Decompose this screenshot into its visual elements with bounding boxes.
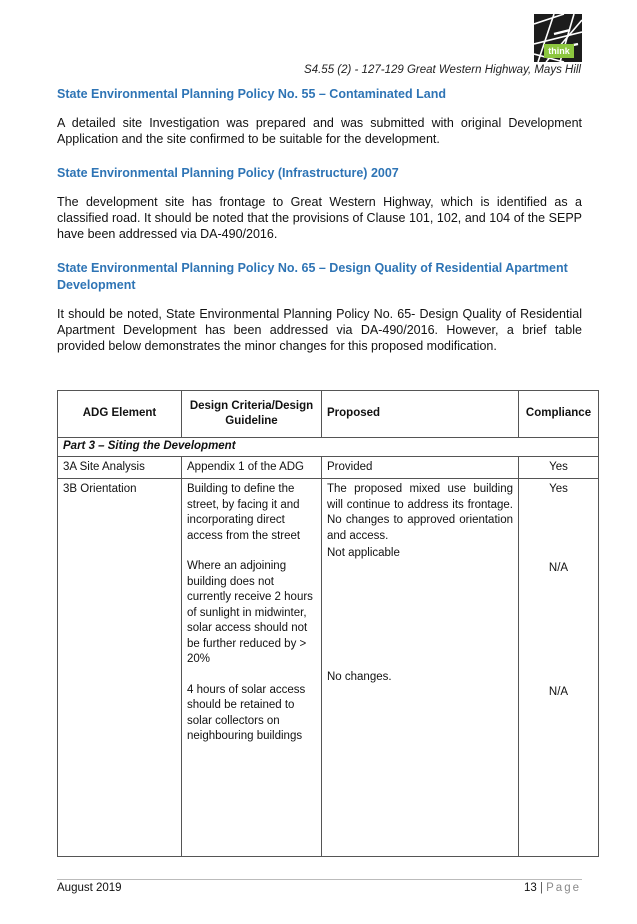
section-body-sepp65: It should be noted, State Environmental Planning Policy No. 65- Design Quality of Residential Apartment Development has been addressed via DA-490/2016. However, a brief table provided below demonstrates the minor changes for this proposed modification. (57, 307, 582, 353)
think-planners-logo (534, 14, 582, 62)
footer-date: August 2019 (57, 882, 122, 894)
table-header-row (58, 391, 599, 438)
proposed-item: The proposed mixed use building will continue to address its frontage. No changes to approved orientation and access. (327, 483, 513, 542)
svg-text:think: think (548, 46, 570, 56)
footer-page (524, 882, 581, 894)
document-reference: S4.55 (2) - 127-129 Great Western Highway, Mays Hill (304, 64, 581, 76)
row-element: 3A Site Analysis (58, 456, 182, 479)
proposed-item: No changes. (327, 671, 392, 683)
row-criteria: Appendix 1 of the ADG (182, 456, 322, 479)
section-label: Part 3 – Siting the Development (58, 438, 599, 457)
criteria-item: 4 hours of solar access should be retained to solar collectors on neighbouring buildings (187, 683, 306, 742)
adg-compliance-table (57, 390, 599, 857)
table-row (58, 456, 599, 479)
row-proposed-cell (322, 479, 519, 857)
criteria-item: Building to define the street, by facing it and incorporating direct access from the street (187, 483, 301, 542)
header-proposed: Proposed (322, 391, 519, 438)
section-body-sepp55: A detailed site Investigation was prepared and was submitted with original Development Application and the site confirmed to be suitable for the development. (57, 116, 582, 146)
section-heading-sepp55: State Environmental Planning Policy No. 55 – Contaminated Land (57, 87, 446, 101)
compliance-item: N/A (548, 686, 569, 698)
criteria-item: Where an adjoining building does not currently receive 2 hours of sunlight in midwinter, solar access should not be further reduced by > 20% (187, 560, 313, 665)
table-row (58, 479, 599, 857)
table-section-row (58, 438, 599, 457)
row-compliance-cell (519, 479, 599, 857)
main-content (57, 86, 592, 857)
row-criteria-cell (182, 479, 322, 857)
compliance-item: Yes (549, 483, 568, 495)
section-body-infrastructure: The development site has frontage to Great Western Highway, which is identified as a classified road. It should be noted that the provisions of Clause 101, 102, and 104 of the SEPP have been addressed via DA-490/2016. (57, 195, 582, 241)
header-adg-element: ADG Element (58, 391, 182, 438)
page-label: Page (546, 882, 581, 894)
page-number: 13 (523, 882, 537, 894)
section-heading-infrastructure: State Environmental Planning Policy (Infrastructure) 2007 (57, 166, 399, 180)
section-heading-sepp65: State Environmental Planning Policy No. 65 – Design Quality of Residential Apartment Development (57, 261, 568, 292)
row-proposed: Provided (322, 456, 519, 479)
page-separator: | (539, 882, 543, 894)
footer-divider (57, 879, 582, 880)
header-compliance: Compliance (519, 391, 599, 438)
proposed-item: Not applicable (327, 547, 400, 559)
row-compliance: Yes (519, 456, 599, 479)
compliance-item: N/A (548, 562, 569, 574)
row-element: 3B Orientation (58, 479, 182, 857)
header-design-criteria: Design Criteria/Design Guideline (182, 391, 322, 438)
